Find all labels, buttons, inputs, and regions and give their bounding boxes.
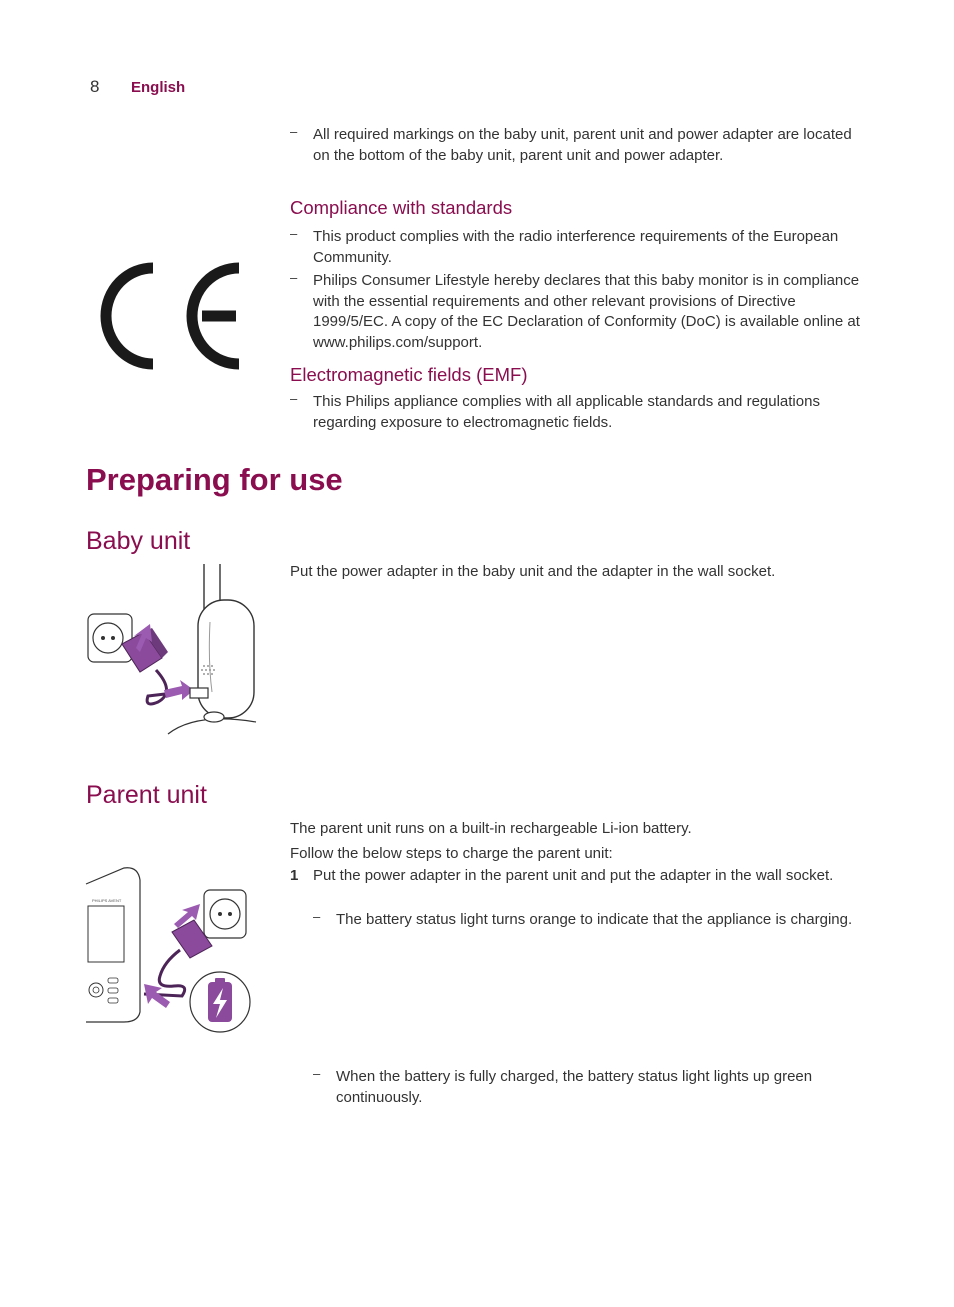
parent-unit-illustration [84,862,256,1037]
dash-marker: – [290,270,298,285]
step-number: 1 [290,867,299,884]
dash-marker: – [290,124,298,139]
dash-marker: – [313,1066,321,1081]
section-title: Preparing for use [86,462,343,497]
step-text: Put the power adapter in the parent unit and put the adapter in the wall socket. [313,867,834,884]
parent-unit-intro: The parent unit runs on a built-in rechargeable Li-ion battery. [290,820,692,837]
compliance-heading: Compliance with standards [290,197,513,218]
parent-unit-follow: Follow the below steps to charge the parent unit: [290,845,613,862]
dash-marker: – [313,909,321,924]
ce-mark-icon [96,262,246,370]
baby-unit-text: Put the power adapter in the baby unit and the adapter in the wall socket. [290,563,776,580]
markings-text: All required markings on the baby unit, parent unit and power adapter are located on the bottom of the baby unit, parent unit and power adapter. [313,126,852,164]
charging-text: The battery status light turns orange to indicate that the appliance is charging. [336,911,853,928]
baby-unit-illustration [86,562,261,738]
dash-marker: – [290,391,298,406]
baby-unit-heading: Baby unit [86,527,191,555]
emf-heading: Electromagnetic fields (EMF) [290,364,528,385]
language-label: English [131,79,186,96]
page-number: 8 [90,77,100,96]
svg-text:PHILIPS AVENT: PHILIPS AVENT [92,898,122,903]
compliance-text-1: This product complies with the radio interference requirements of the European Community. [313,228,839,266]
dash-marker: – [290,226,298,241]
charged-text: When the battery is fully charged, the battery status light lights up green continuously. [336,1068,813,1106]
parent-unit-heading: Parent unit [86,781,207,809]
emf-text: This Philips appliance complies with all applicable standards and regulations regarding exposure to electromagnetic fields. [313,393,820,431]
compliance-text-2: Philips Consumer Lifestyle hereby declares that this baby monitor is in compliance with the essential requirements and other relevant provisions of Directive 1999/5/EC. A copy of the EC Declaration of Conformity (DoC) is available online at www.philips.com/support. [313,272,860,352]
